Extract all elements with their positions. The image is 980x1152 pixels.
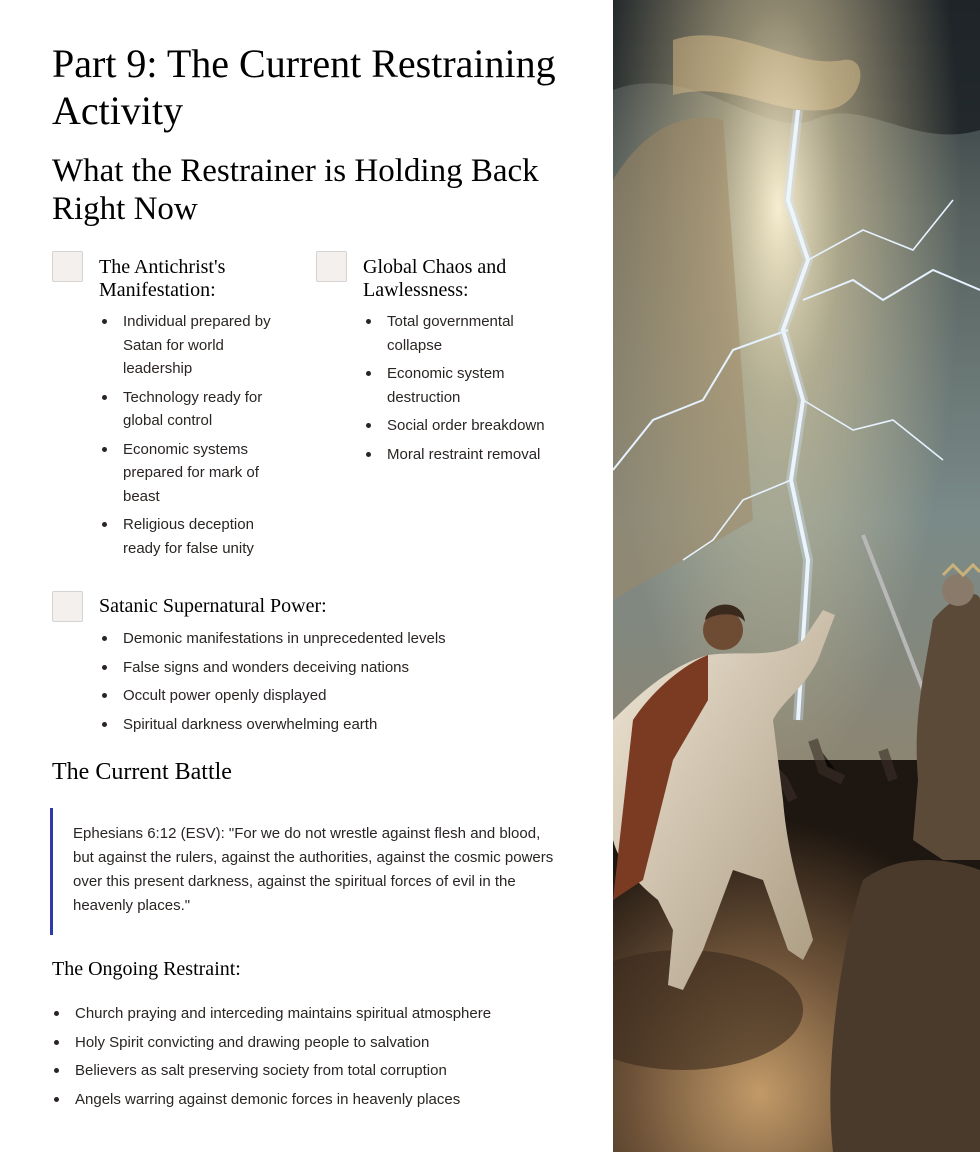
page-subtitle: What the Restrainer is Holding Back Right Now (52, 153, 539, 227)
list-item: Occult power openly displayed (100, 684, 580, 708)
card-title-antichrist: The Antichrist's Manifestation: (99, 256, 226, 301)
list-item: Total governmental collapse (364, 310, 564, 357)
list-antichrist (100, 310, 285, 565)
list-item: Technology ready for global control (100, 386, 285, 433)
list-item: Believers as salt preserving society from total corruption (52, 1059, 592, 1083)
list-item: Individual prepared by Satan for world leadership (100, 310, 285, 381)
section-heading-restraint: The Ongoing Restraint: (52, 958, 241, 980)
list-item: Religious deception ready for false unity (100, 513, 285, 560)
list-chaos (364, 310, 564, 471)
list-item: Social order breakdown (364, 414, 564, 438)
list-item: Economic systems prepared for mark of beast (100, 438, 285, 509)
list-item: Church praying and interceding maintains spiritual atmosphere (52, 1002, 592, 1026)
list-satanic (100, 627, 580, 741)
list-item: Economic system destruction (364, 362, 564, 409)
card-title-satanic: Satanic Supernatural Power: (99, 595, 327, 617)
scripture-quote (50, 808, 560, 935)
checkbox-icon[interactable] (316, 251, 347, 282)
list-item: Angels warring against demonic forces in heavenly places (52, 1088, 592, 1112)
card-title-chaos: Global Chaos and Lawlessness: (363, 256, 507, 301)
quote-text: Ephesians 6:12 (ESV): "For we do not wrestle against flesh and blood, but against the rulers, against the authorities, against the cosmic powers over this present darkness, against the spiritual forces of evil in the heavenly places." (73, 825, 554, 914)
battle-illustration (613, 0, 980, 1152)
list-item: Moral restraint removal (364, 443, 564, 467)
checkbox-icon[interactable] (52, 591, 83, 622)
checkbox-icon[interactable] (52, 251, 83, 282)
list-item: Demonic manifestations in unprecedented levels (100, 627, 580, 651)
list-item: Spiritual darkness overwhelming earth (100, 713, 580, 737)
list-item: False signs and wonders deceiving nations (100, 656, 580, 680)
section-heading-battle: The Current Battle (52, 759, 232, 785)
page-title: Part 9: The Current Restraining Activity (52, 41, 556, 133)
list-item: Holy Spirit convicting and drawing people to salvation (52, 1031, 592, 1055)
list-restraint (52, 1002, 592, 1116)
illustration-image (613, 0, 980, 1152)
